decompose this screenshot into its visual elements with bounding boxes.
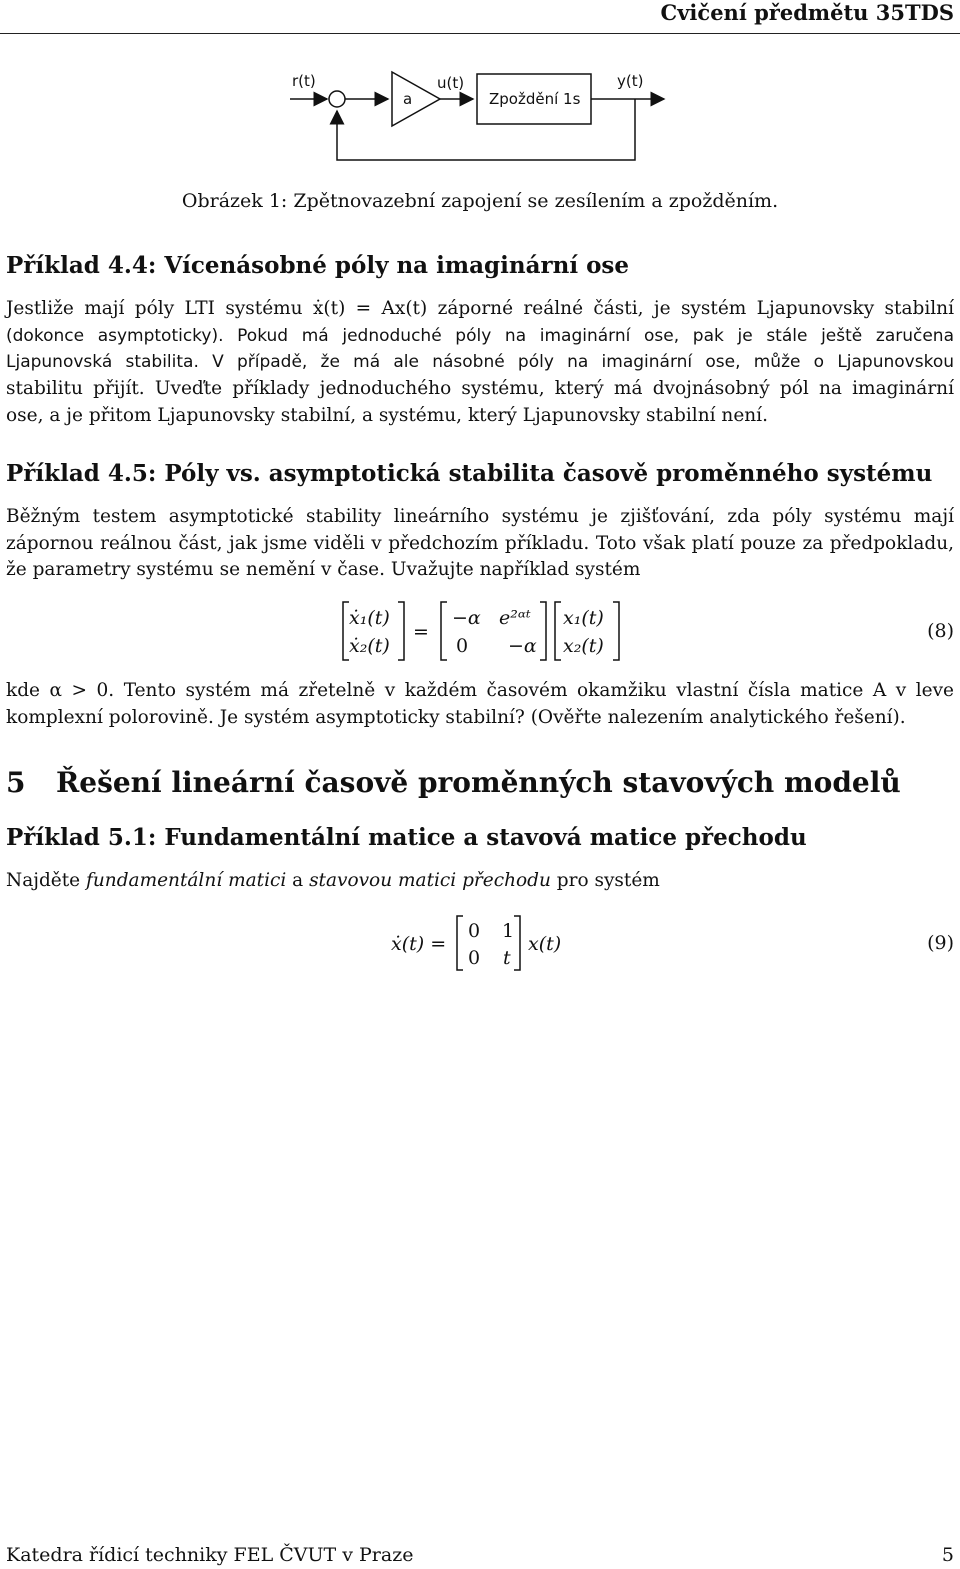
matrix-entry: 0 (468, 947, 481, 969)
matrix-entry: −α (508, 635, 537, 657)
section-number: 5 (6, 766, 26, 799)
running-head: Cvičení předmětu 35TDS (660, 0, 954, 25)
equation-9-matrix (0, 912, 960, 974)
text-line: stabilitu přijít. Uveďte příklady jednoduchého systému, který má dvojnásobný pól na imaginární (6, 378, 954, 400)
matrix-entry: 1 (502, 920, 515, 942)
text-line: ose, a je přitom Ljapunovsky stabilní, a systému, který Ljapunovsky stabilní není. (6, 404, 768, 426)
rhs-entry: x₁(t) (563, 607, 604, 629)
summing-junction (329, 91, 345, 107)
equals-sign: = (413, 621, 429, 643)
text-line: zápornou reálnou část, jak jsme viděli v předchozím příkladu. Toto však platí pouze za předpokladu, (6, 532, 954, 554)
rhs-entry: x₂(t) (563, 635, 604, 657)
gain-block (392, 72, 440, 126)
figure-caption: Obrázek 1: Zpětnovazební zapojení se zesílením a zpožděním. (181, 190, 779, 212)
matrix-entry: t (503, 947, 511, 969)
example-4-5-text (6, 504, 954, 584)
text-line: Běžným testem asymptotické stability lineárního systému je zjišťování, zda póly systému mají (6, 506, 954, 527)
delay-label: Zpoždění 1s (489, 90, 581, 108)
example-4-4-text (6, 296, 954, 429)
control-label: u(t) (437, 74, 465, 92)
lhs-entry: ẋ₁(t) (349, 607, 390, 629)
text-line: Jestliže mají póly LTI systému ẋ(t) = Ax(t) záporné reálné části, je systém Ljapunovsky stabilní (6, 298, 954, 319)
gain-label: a (403, 90, 413, 108)
lhs-entry: ẋ₂(t) (349, 635, 390, 657)
example-5-1-text (6, 868, 954, 895)
equation-number: (9) (927, 932, 954, 954)
matrix-entry: −α (452, 607, 481, 629)
matrix-entry: e²ᵅᵗ (499, 607, 531, 629)
equation-8 (0, 598, 960, 664)
example-5-1-title: Příklad 5.1: Fundamentální matice a stavová matice přechodu (6, 824, 807, 851)
intro-text: pro systém (550, 870, 660, 891)
page-number: 5 (941, 1544, 954, 1566)
example-4-5-after-text (6, 678, 954, 731)
section-5-heading (6, 766, 901, 799)
equation-number: (8) (927, 620, 954, 642)
rhs: x(t) (528, 933, 562, 955)
text-line: Ljapunovská stabilita. V případě, že má ale násobné póly na imaginární ose, může o Ljapunovskou (6, 352, 954, 373)
footer-department: Katedra řídicí techniky FEL ČVUT v Praze (6, 1544, 414, 1566)
lhs: ẋ(t) = (391, 933, 447, 955)
term-state-transition-matrix: stavovou matici přechodu (309, 870, 551, 891)
equation-8-matrix (0, 598, 960, 664)
text-line: kde α > 0. Tento systém má zřetelně v každém časovém okamžiku vlastní čísla matice A v leve (6, 680, 954, 701)
example-4-5-title: Příklad 4.5: Póly vs. asymptotická stabilita časově proměnného systému (6, 460, 933, 487)
feedback-block-diagram (280, 60, 680, 170)
example-4-4-title: Příklad 4.4: Vícenásobné póly na imaginární ose (6, 252, 629, 279)
equation-9 (0, 912, 960, 974)
term-fundamental-matrix: fundamentální matici (86, 870, 287, 891)
text-line: že parametry systému se nemění v čase. Uvažujte například systém (6, 559, 641, 581)
text-line: komplexní polorovině. Je systém asymptoticky stabilní? (Ověřte nalezením analytického řešení). (6, 706, 906, 728)
matrix-entry: 0 (468, 920, 481, 942)
section-title: Řešení lineární časově proměnných stavových modelů (56, 766, 901, 799)
intro-text: a (286, 870, 310, 891)
intro-text: Najděte (6, 870, 87, 891)
text-line (6, 868, 954, 895)
text-line: (dokonce asymptoticky). Pokud má jednoduché póly na imaginární ose, pak je stále ještě zaručena (6, 325, 954, 346)
output-label: y(t) (617, 72, 644, 90)
matrix-entry: 0 (456, 635, 469, 657)
input-label: r(t) (292, 72, 316, 90)
header-rule (0, 33, 960, 34)
